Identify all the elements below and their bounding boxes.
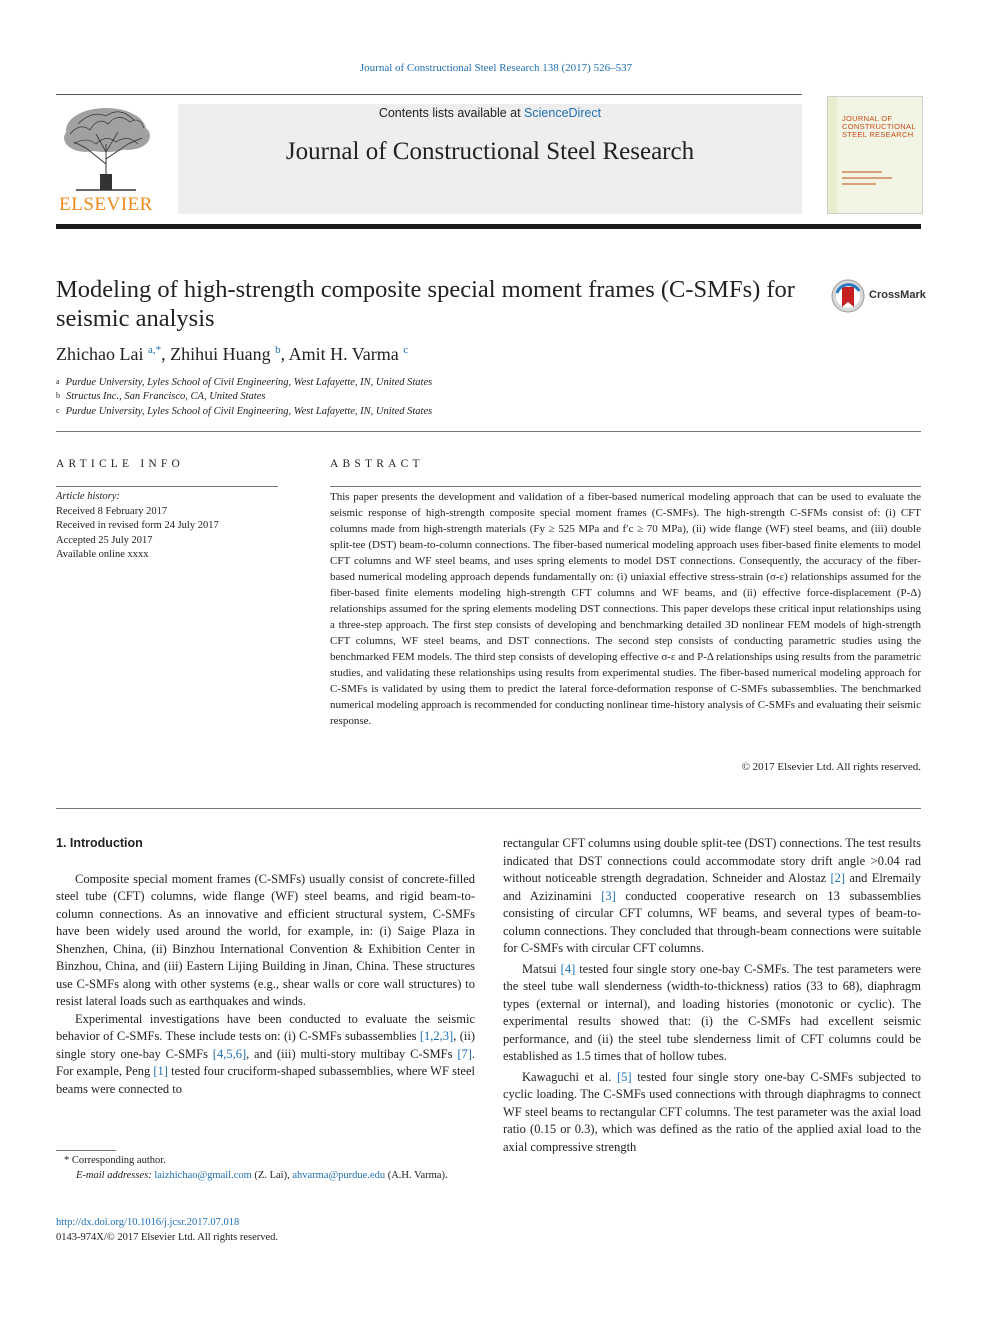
author-separator: ,	[280, 344, 289, 364]
paragraph-text: . For example, Peng	[56, 1046, 476, 1078]
body-column-right	[503, 835, 921, 1156]
header-top-rule	[56, 94, 802, 95]
paragraph-text: rectangular CFT columns using double split-tee (DST) connections. The test results indicated that DST connections could accommodate story drift angle >0.04 rad without noticeable strength degradation. Schneider and Alostaz	[503, 836, 921, 885]
citation-link[interactable]: [5]	[616, 1069, 632, 1084]
history-item: Accepted 25 July 2017	[56, 534, 153, 546]
email-link[interactable]: ahvarma@purdue.edu	[292, 1169, 386, 1181]
article-title: Modeling of high-strength composite special moment frames (C-SMFs) for seismic analysis	[56, 276, 795, 332]
crossmark-badge[interactable]	[831, 279, 926, 318]
email-note	[56, 1169, 448, 1184]
paragraph-text: tested four single story one-bay C-SMFs. The test parameters were the steel tube wall slenderness (width-to-thickness) ratios (33 to 68), diaphragm types (external or internal), and loading histories (monotonic or cyclic). The experimental results showed that: (i) the C-SMFs had excellent seismic performance, and (ii) the steel tube slenderness limit of CFT columns could be established as 1.5 times that of hollow tubes.	[503, 961, 921, 1063]
paragraph-text: tested four cruciform-shaped subassemblies, where WF steel beams were connected to	[56, 1064, 475, 1096]
history-item: Available online xxxx	[56, 549, 149, 560]
paragraph: Composite special moment frames (C-SMFs) usually consist of concrete-filled steel tube (CFT) columns, wide flange (WF) steel beams, and rigid beam-to-column connections. As an innovative and efficient structural system, C-SMFs have been widely used around the world, for example, in: (i) Saige Plaza in Shenzhen, China, (ii) Binzhou International Convention & Exhibition Center in Binzhou, China, and (iii) Eastern Lijing Building in Jinan, China. These structures use C-SMFs along with other systems (e.g., shear walls or core wall structures) to resist lateral loads such as earthquakes and winds.	[56, 871, 475, 1008]
author-name[interactable]: Zhichao Lai	[56, 344, 144, 364]
cover-spine	[828, 97, 837, 213]
paragraph	[56, 1011, 475, 1099]
doi-link[interactable]: http://dx.doi.org/10.1016/j.jcsr.2017.07.018	[56, 1217, 240, 1228]
citation-link[interactable]: [7]	[457, 1046, 472, 1061]
author-name[interactable]: Amit H. Varma	[288, 344, 399, 364]
body-column-left	[56, 835, 475, 1098]
citation-link[interactable]: [1,2,3]	[419, 1029, 454, 1043]
citation-link[interactable]: [4,5,6]	[212, 1046, 247, 1061]
paragraph-text: conducted cooperative research on 13 subassemblies consisting of circular CFT columns, WF beams, and several types of beam-to-column connections. They concluded that through-beam connections were suitable for C-SMFs with circular CFT columns.	[503, 888, 921, 955]
author-affiliation-mark[interactable]: a,*	[147, 344, 162, 356]
sciencedirect-link[interactable]: ScienceDirect	[524, 106, 602, 120]
elsevier-wordmark: ELSEVIER	[59, 194, 153, 215]
affiliation-mark: b	[56, 391, 60, 400]
affiliation-rule	[56, 431, 921, 432]
affiliation-line	[56, 377, 432, 388]
abstract-rule	[330, 486, 921, 487]
footnotes	[56, 1154, 448, 1183]
abstract-heading: ABSTRACT	[330, 458, 424, 470]
email-owner: (Z. Lai),	[251, 1169, 293, 1181]
doi-block	[56, 1215, 278, 1245]
journal-citation[interactable]: Journal of Constructional Steel Research 138 (2017) 526–537	[359, 62, 633, 74]
paragraph-text: , and (iii) multi-story multibay C-SMFs	[246, 1046, 458, 1061]
paragraph	[503, 835, 921, 958]
elsevier-logo	[56, 104, 156, 216]
issn-copyright: 0143-974X/© 2017 Elsevier Ltd. All rights reserved.	[56, 1232, 279, 1243]
history-item: Received 8 February 2017	[56, 505, 168, 517]
cover-line	[842, 177, 892, 179]
paragraph-text: Matsui	[522, 961, 561, 976]
affiliation-line	[56, 391, 265, 402]
abstract-text: This paper presents the development and validation of a fiber-based numerical modeling approach that can be used to evaluate the seismic response of high-strength composite special moment frames (C-SMFs). The high-strength C-SFMs consist of: (i) CFT columns made from high-strength materials (Fy ≥ 525 MPa and f′c ≥ 70 MPa), (ii) wide flange (WF) steel beams, and (iii) double split-tee (DST) beam-to-column connections. The fiber-based numerical modeling approach uses fiber-based finite elements to model CFT columns and WF steel beams, and uses spring elements to model DST connections. Consequently, the accuracy of the fiber-based numerical modeling approach depends fundamentally on: (i) uniaxial effective stress-strain (σ-ε) relationships assumed for the fiber-based finite elements modeling high-strength CFT columns and WF beams, and (ii) effective force-displacement (P-Δ) relationships assumed for the spring elements modeling DST connections. This paper develops these critical input relationships using a three-step approach. The first step consists of developing and benchmarking detailed 3D nonlinear FEM models of high-strength CFT columns, WF steel beams, and DST connections. The second step consists of conducting parametric studies using the benchmarked FEM models. The third step consists of developing effective σ-ε and P-Δ relationships using results from the parametric studies, and validating these relationships using results from experimental studies. The fiber-based numerical modeling approach for C-SMFs is validated by using them to predict the lateral force-deformation response of C-SMFs subassemblies. The benchmarked numerical modeling approach is recommended for conducting nonlinear time-history analysis of C-SMFs and evaluating their seismic response.	[330, 491, 921, 727]
author-affiliation-mark[interactable]: b	[275, 344, 281, 356]
affiliation-mark: a	[56, 377, 60, 386]
journal-name[interactable]: Journal of Constructional Steel Research	[285, 138, 695, 165]
author-separator: ,	[161, 344, 171, 364]
crossmark-label: CrossMark	[869, 289, 926, 301]
affiliation-text: Structus Inc., San Francisco, CA, United States	[66, 391, 266, 402]
paragraph-text: and Elremaily and Azizinamini	[503, 871, 921, 903]
paragraph-text: Experimental investigations have been conducted to evaluate the seismic behavior of C-SMFs. These include tests on: (i) C-SMFs subassemblies	[56, 1011, 475, 1043]
cover-title: JOURNAL OF CONSTRUCTIONAL STEEL RESEARCH	[842, 114, 916, 139]
email-label: E-mail addresses:	[76, 1169, 155, 1181]
cover-line	[842, 183, 876, 185]
email-owner: (A.H. Varma).	[385, 1169, 448, 1181]
paragraph-text: , (ii) single story one-bay C-SMFs	[56, 1029, 475, 1061]
author-name[interactable]: Zhihui Huang	[170, 344, 271, 364]
affiliation-line	[56, 406, 432, 417]
citation-link[interactable]: [3]	[601, 888, 616, 903]
citation-link[interactable]: [4]	[560, 961, 576, 976]
affiliation-mark: c	[56, 406, 60, 415]
footnote-rule	[56, 1150, 116, 1151]
email-link[interactable]: laizhichao@gmail.com	[154, 1169, 252, 1181]
author-affiliation-mark[interactable]: c	[403, 344, 409, 356]
affiliation-text: Purdue University, Lyles School of Civil Engineering, West Lafayette, IN, United States	[65, 377, 433, 388]
contents-prefix: Contents lists available at	[378, 106, 525, 120]
history-label: Article history:	[56, 491, 120, 502]
paragraph-text: Kawaguchi et al.	[522, 1069, 617, 1084]
paragraph-text: tested four single story one-bay C-SMFs subjected to cyclic loading. The C-SMFs used connections with through diaphragms to connect WF steel beams to rectangular CFT columns. The test parameter was the axial load ratio (0.15 or 0.3), which was defined as the ratio of the applied axial load to the axial compressive strength	[503, 1069, 921, 1154]
journal-cover-thumbnail[interactable]	[827, 96, 923, 214]
article-info-heading: ARTICLE INFO	[56, 458, 184, 470]
author-list	[56, 344, 408, 365]
article-info-rule	[56, 486, 278, 487]
affiliation-text: Purdue University, Lyles School of Civil Engineering, West Lafayette, IN, United States	[65, 406, 433, 417]
cover-line	[842, 171, 882, 173]
abstract-copyright: © 2017 Elsevier Ltd. All rights reserved.	[741, 761, 921, 773]
citation-link[interactable]: [2]	[830, 871, 846, 885]
citation-link[interactable]: [1]	[153, 1064, 168, 1078]
corresponding-author-note: * Corresponding author.	[64, 1155, 166, 1166]
contents-available-line	[178, 106, 802, 120]
crossmark-icon	[831, 279, 865, 313]
section-heading: 1. Introduction	[56, 836, 143, 850]
history-item: Received in revised form 24 July 2017	[56, 520, 219, 531]
paragraph	[503, 961, 921, 1066]
paragraph	[503, 1069, 921, 1157]
article-history	[56, 490, 219, 563]
header-bottom-rule	[56, 224, 921, 229]
abstract-bottom-rule	[56, 808, 921, 809]
elsevier-tree-icon	[56, 104, 156, 192]
